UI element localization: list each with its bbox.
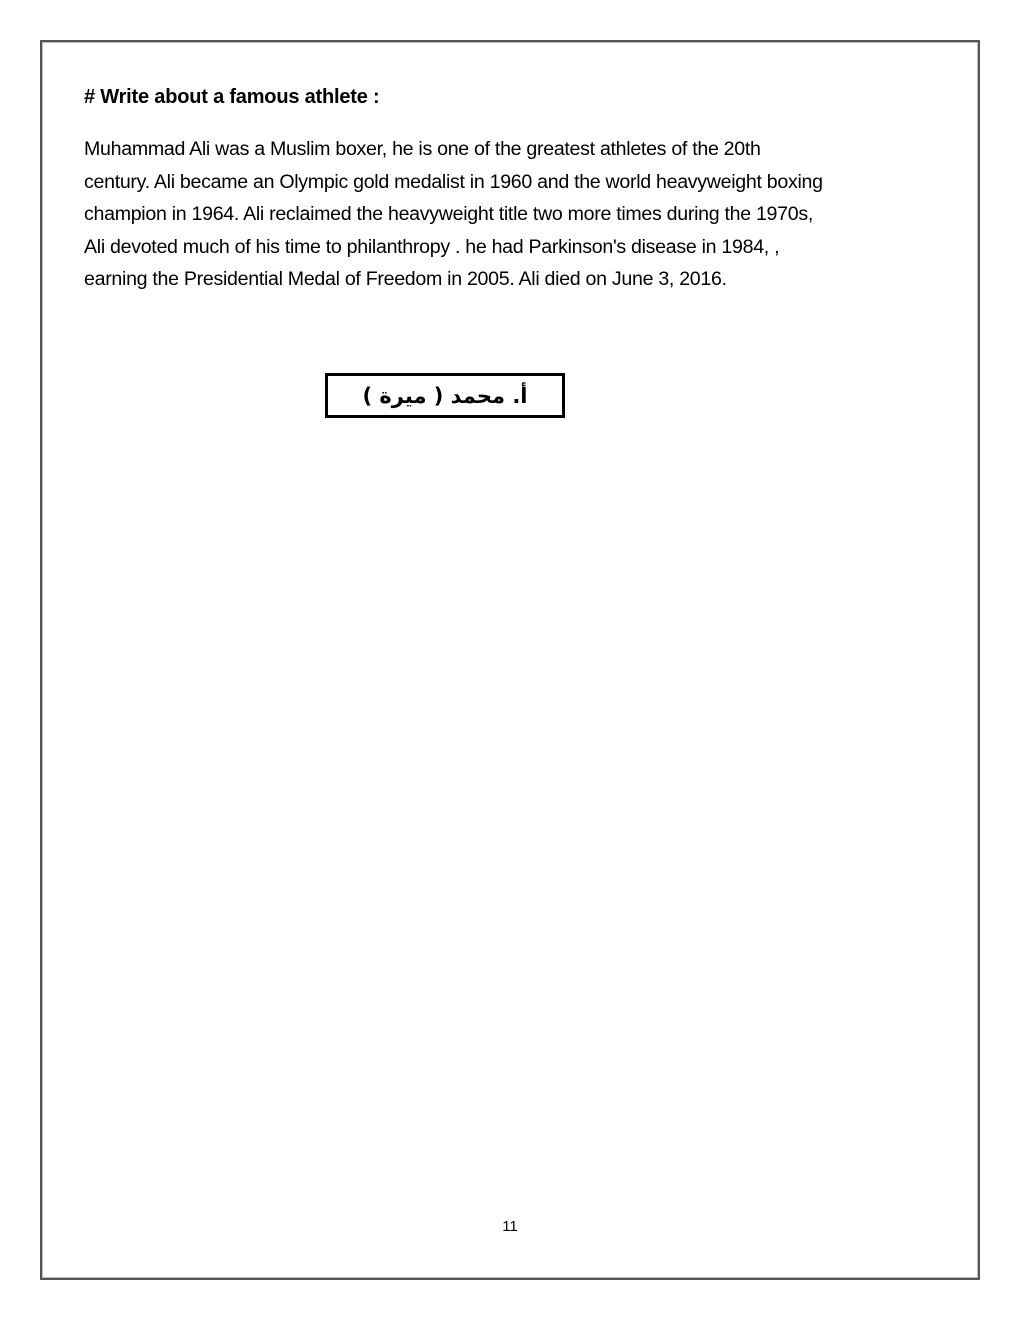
paragraph-line: Ali devoted much of his time to philanthropy . he had Parkinson's disease in 1984, , — [84, 235, 780, 258]
signature-box — [325, 373, 565, 418]
page-heading: # Write about a famous athlete : — [84, 86, 380, 108]
signature-text: أ. محمد ( ميرة ) — [362, 383, 528, 408]
paragraph-line: century. Ali became an Olympic gold medalist in 1960 and the world heavyweight boxing — [84, 170, 823, 193]
paragraph-line: Muhammad Ali was a Muslim boxer, he is one of the greatest athletes of the 20th — [84, 138, 761, 160]
paragraph-line: champion in 1964. Ali reclaimed the heavyweight title two more times during the 1970s, — [84, 203, 813, 225]
paragraph-line: earning the Presidential Medal of Freedom in 2005. Ali died on June 3, 2016. — [84, 268, 727, 290]
body-paragraph — [84, 133, 944, 296]
page-number: 11 — [502, 1218, 518, 1235]
